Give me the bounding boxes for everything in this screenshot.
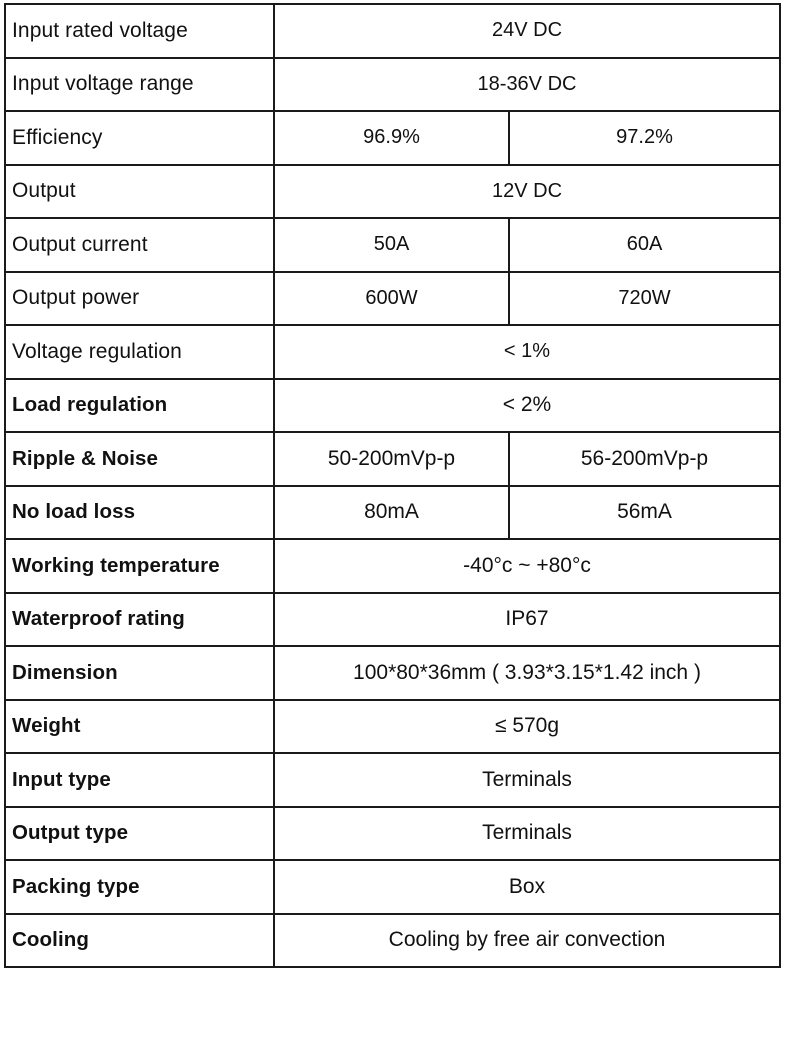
row-label: Output power — [5, 272, 274, 326]
table-row-cooling — [5, 914, 780, 968]
row-label: Load regulation — [5, 379, 274, 433]
row-label: Voltage regulation — [5, 325, 274, 379]
row-value: 12V DC — [274, 165, 780, 219]
table-row-input-rated-voltage — [5, 4, 780, 58]
row-label: Dimension — [5, 646, 274, 700]
table-row-output-power — [5, 272, 780, 326]
row-label: Working temperature — [5, 539, 274, 593]
row-value-600w-model: 96.9% — [274, 111, 509, 165]
row-label: Input rated voltage — [5, 4, 274, 58]
table-row-packing-type — [5, 860, 780, 914]
row-value: < 1% — [274, 325, 780, 379]
row-value: 18-36V DC — [274, 58, 780, 112]
row-value: Terminals — [274, 753, 780, 807]
row-value-600w-model: 600W — [274, 272, 509, 326]
row-value-600w-model: 50-200mVp-p — [274, 432, 509, 486]
row-value-720w-model: 56-200mVp-p — [509, 432, 780, 486]
row-value: Terminals — [274, 807, 780, 861]
table-row-weight — [5, 700, 780, 754]
row-label: Output current — [5, 218, 274, 272]
spec-table — [4, 3, 781, 968]
row-label: Waterproof rating — [5, 593, 274, 647]
row-label: Output — [5, 165, 274, 219]
row-label: No load loss — [5, 486, 274, 540]
row-value-720w-model: 97.2% — [509, 111, 780, 165]
table-row-ripple-noise — [5, 432, 780, 486]
row-label: Input voltage range — [5, 58, 274, 112]
table-row-waterproof-rating — [5, 593, 780, 647]
table-row-efficiency — [5, 111, 780, 165]
row-value: < 2% — [274, 379, 780, 433]
table-row-voltage-regulation — [5, 325, 780, 379]
row-value: 100*80*36mm ( 3.93*3.15*1.42 inch ) — [274, 646, 780, 700]
table-row-no-load-loss — [5, 486, 780, 540]
row-value-720w-model: 60A — [509, 218, 780, 272]
table-row-input-type — [5, 753, 780, 807]
row-value-600w-model: 50A — [274, 218, 509, 272]
table-row-output — [5, 165, 780, 219]
row-value-720w-model: 720W — [509, 272, 780, 326]
row-value: IP67 — [274, 593, 780, 647]
row-value: Cooling by free air convection — [274, 914, 780, 968]
row-label: Ripple & Noise — [5, 432, 274, 486]
table-row-dimension — [5, 646, 780, 700]
row-label: Efficiency — [5, 111, 274, 165]
table-row-load-regulation — [5, 379, 780, 433]
row-label: Cooling — [5, 914, 274, 968]
row-value: Box — [274, 860, 780, 914]
row-label: Weight — [5, 700, 274, 754]
row-value: 24V DC — [274, 4, 780, 58]
row-label: Packing type — [5, 860, 274, 914]
row-value-600w-model: 80mA — [274, 486, 509, 540]
row-value-720w-model: 56mA — [509, 486, 780, 540]
table-row-input-voltage-range — [5, 58, 780, 112]
table-row-working-temperature — [5, 539, 780, 593]
row-value: ≤ 570g — [274, 700, 780, 754]
row-label: Output type — [5, 807, 274, 861]
row-value: -40°c ~ +80°c — [274, 539, 780, 593]
table-row-output-type — [5, 807, 780, 861]
row-label: Input type — [5, 753, 274, 807]
table-row-output-current — [5, 218, 780, 272]
